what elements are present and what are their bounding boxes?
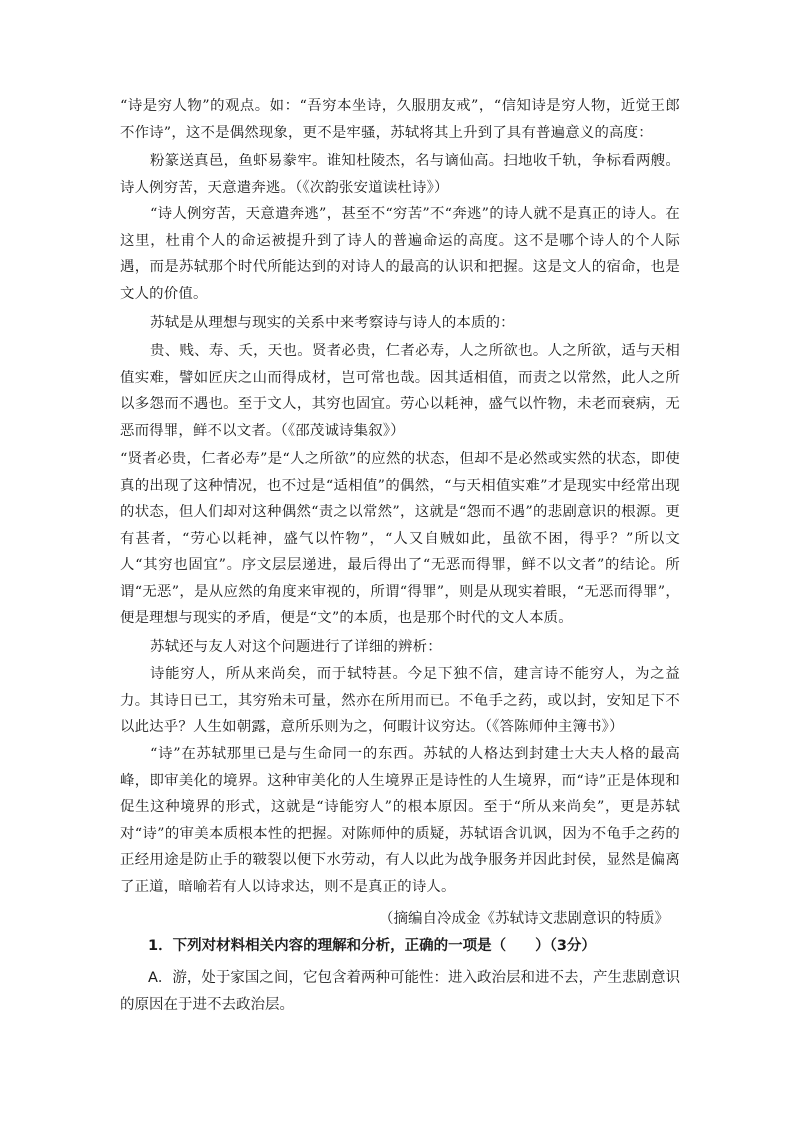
poem-quote-1: 粉篆送真邑，鱼虾易豢牢。谁知杜陵杰，名与谪仙高。扫地收千轨，争标看两艘。诗人例穷苦，天意遣奔逃。（《次韵张安道读杜诗》） xyxy=(120,153,680,196)
article-paragraph-6: “诗”在苏轼那里已是与生命同一的东西。苏轼的人格达到封建士大夫人格的最高峰，即审美化的境界。这种审美化的人生境界正是诗性的人生境界，而“诗”正是体现和促生这种境界的形式，这就是“诗能穷人”的根本原因。至于“所从来尚矣”，更是苏轼对“诗”的审美本质根本性的把握。对陈师仲的质疑，苏轼语含讥讽，因为不龟手之药的正经用途是防止手的皲裂以便下水劳动，有人以此为战争服务并因此封侯，显然是偏离了正道，暗喻若有人以诗求达，则不是真正的诗人。 xyxy=(120,746,680,895)
option-a: A．游，处于家国之间，它包含着两种可能性：进入政治层和进不去，产生悲剧意识的原因在于进不去政治层。 xyxy=(120,970,680,1013)
article-paragraph-5: 苏轼还与友人对这个问题进行了详细的辨析： xyxy=(150,639,442,655)
article-paragraph-2: “诗人例穷苦，天意遣奔逃”，甚至不“穷苦”不“奔逃”的诗人就不是真正的诗人。在这里，杜甫个人的命运被提升到了诗人的普遍命运的高度。这不是哪个诗人的个人际遇，而是苏轼那个时代所能达到的对诗人的最高的认识和把握。这是文人的宿命，也是文人的价值。 xyxy=(120,206,680,302)
question-title: 1．下列对材料相关内容的理解和分析，正确的一项是（ ）（3分） xyxy=(148,938,596,954)
article-paragraph-4: “贤者必贵，仁者必寿”是“人之所欲”的应然的状态，但却不是必然或实然的状态，即使真的出现了这种情况，也不过是“适相值”的偶然，“与天相值实难”才是现实中经常出现的状态，但人们却对这种偶然“责之以常然”，这就是“怨而不遇”的悲剧意识的根源。更有甚者，“劳心以耗神，盛气以忤物”，“人又自贼如此，虽欲不困，得乎？”所以文人“其穷也固宜”。序文层层递进，最后得出了“无恶而得罪，鲜不以文者”的结论。所谓“无恶”，是从应然的角度来审视的，所谓“得罪”，则是从现实着眼，“无恶而得罪”，便是理想与现实的矛盾，便是“文”的本质，也是那个时代的文人本质。 xyxy=(120,451,680,626)
source-citation: （摘编自冷成金《苏轼诗文悲剧意识的特质》 xyxy=(379,911,669,927)
prose-quote-1: 贵、贱、寿、夭，天也。贤者必贵，仁者必寿，人之所欲也。人之所欲，适与天相值实难，譬如匠庆之山而得成材，岂可常也哉。因其适相值，而责之以常然，此人之所以多怨而不遇也。至于文人，其穷也固宜。劳心以耗神，盛气以忤物，未老而衰病，无恶而得罪，鲜不以文者。（《邵茂诚诗集叙》） xyxy=(120,343,680,439)
article-paragraph-3: 苏轼是从理想与现实的关系中来考察诗与诗人的本质的： xyxy=(150,315,515,331)
article-paragraph-1: “诗是穷人物”的观点。如：“吾穷本坐诗，久服朋友戒”，“信知诗是穷人物，近觉王郎不作诗”，这不是偶然现象，更不是牢骚，苏轼将其上升到了具有普遍意义的高度： xyxy=(120,98,680,141)
prose-quote-2: 诗能穷人，所从来尚矣，而于轼特甚。今足下独不信，建言诗不能穷人，为之益力。其诗日已工，其穷殆未可量，然亦在所用而已。不龟手之药，或以封，安知足下不以此达乎？人生如朝露，意所乐则为之，何暇计议穷达。（《答陈师仲主簿书》） xyxy=(120,666,680,735)
